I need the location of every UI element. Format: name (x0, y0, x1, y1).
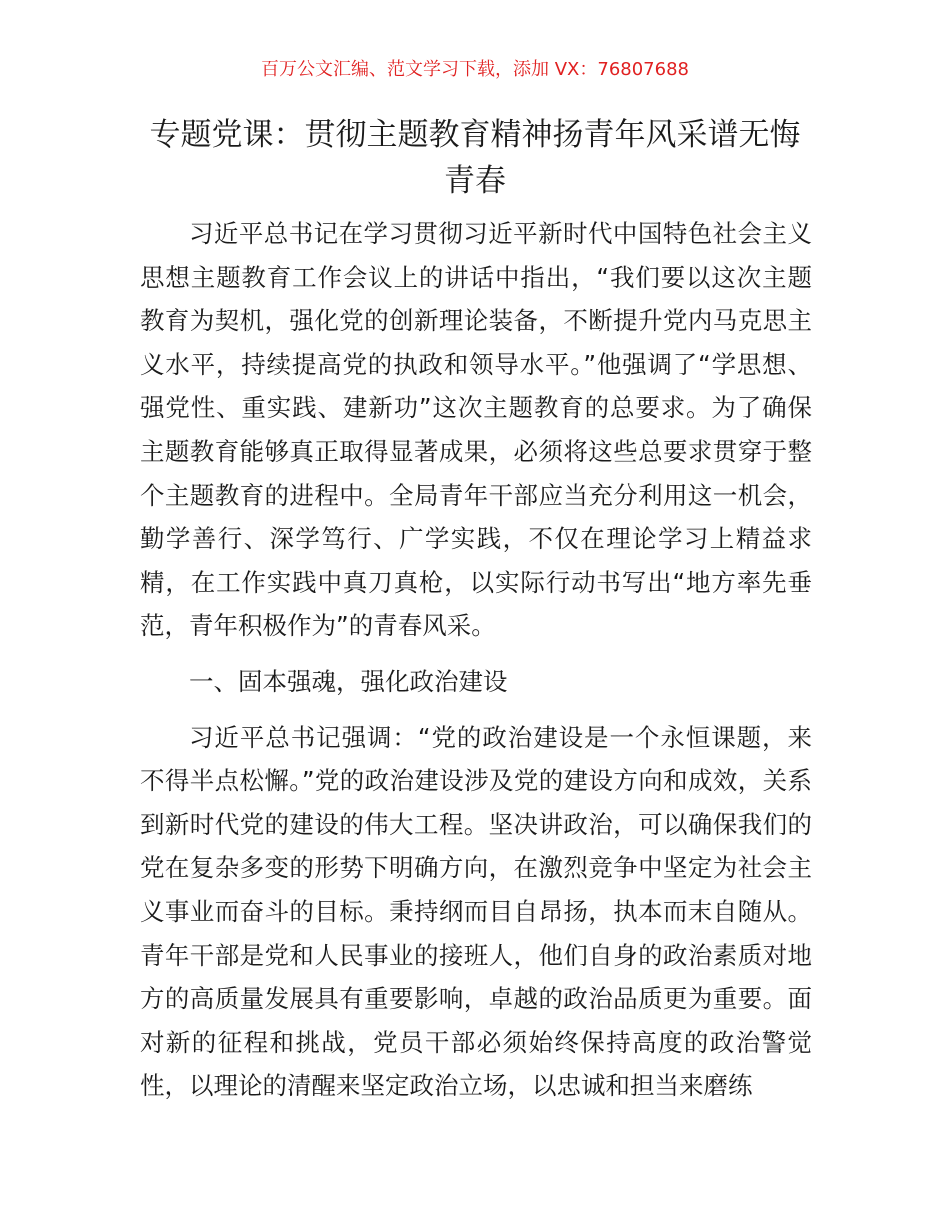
document-body (140, 212, 812, 1120)
header-watermark: 百万公文汇编、范文学习下载，添加 VX：76807688 (261, 59, 689, 80)
section-heading-1: 一、固本强魂，强化政治建设 (189, 666, 508, 696)
paragraph-section-1: 习近平总书记强调：“党的政治建设是一个永恒课题，来不得半点松懈。”党的政治建设涉及党的建设方向和成效，关系到新时代党的建设的伟大工程。坚决讲政治，可以确保我们的党在复杂多变的形势下明确方向，在激烈竞争中坚定为社会主义事业而奋斗的目标。秉持纲而目自昂扬，执本而末自随从。青年干部是党和人民事业的接班人，他们自身的政治素质对地方的高质量发展具有重要影响，卓越的政治品质更为重要。面对新的征程和挑战，党员干部必须始终保持高度的政治警觉性，以理论的清醒来坚定政治立场，以忠诚和担当来磨练 (140, 722, 812, 1101)
paragraph-intro: 习近平总书记在学习贯彻习近平新时代中国特色社会主义思想主题教育工作会议上的讲话中指出，“我们要以这次主题教育为契机，强化党的创新理论装备，不断提升党内马克思主义水平，持续提高党的执政和领导水平。”他强调了“学思想、强党性、重实践、建新功”这次主题教育的总要求。为了确保主题教育能够真正取得显著成果，必须将这些总要求贯穿于整个主题教育的进程中。全局青年干部应当充分利用这一机会，勤学善行、深学笃行、广学实践，不仅在理论学习上精益求精，在工作实践中真刀真枪，以实际行动书写出“地方率先垂范，青年积极作为”的青春风采。 (140, 219, 812, 641)
document-title: 专题党课：贯彻主题教育精神扬青年风采谱无悔青春 (149, 117, 801, 199)
